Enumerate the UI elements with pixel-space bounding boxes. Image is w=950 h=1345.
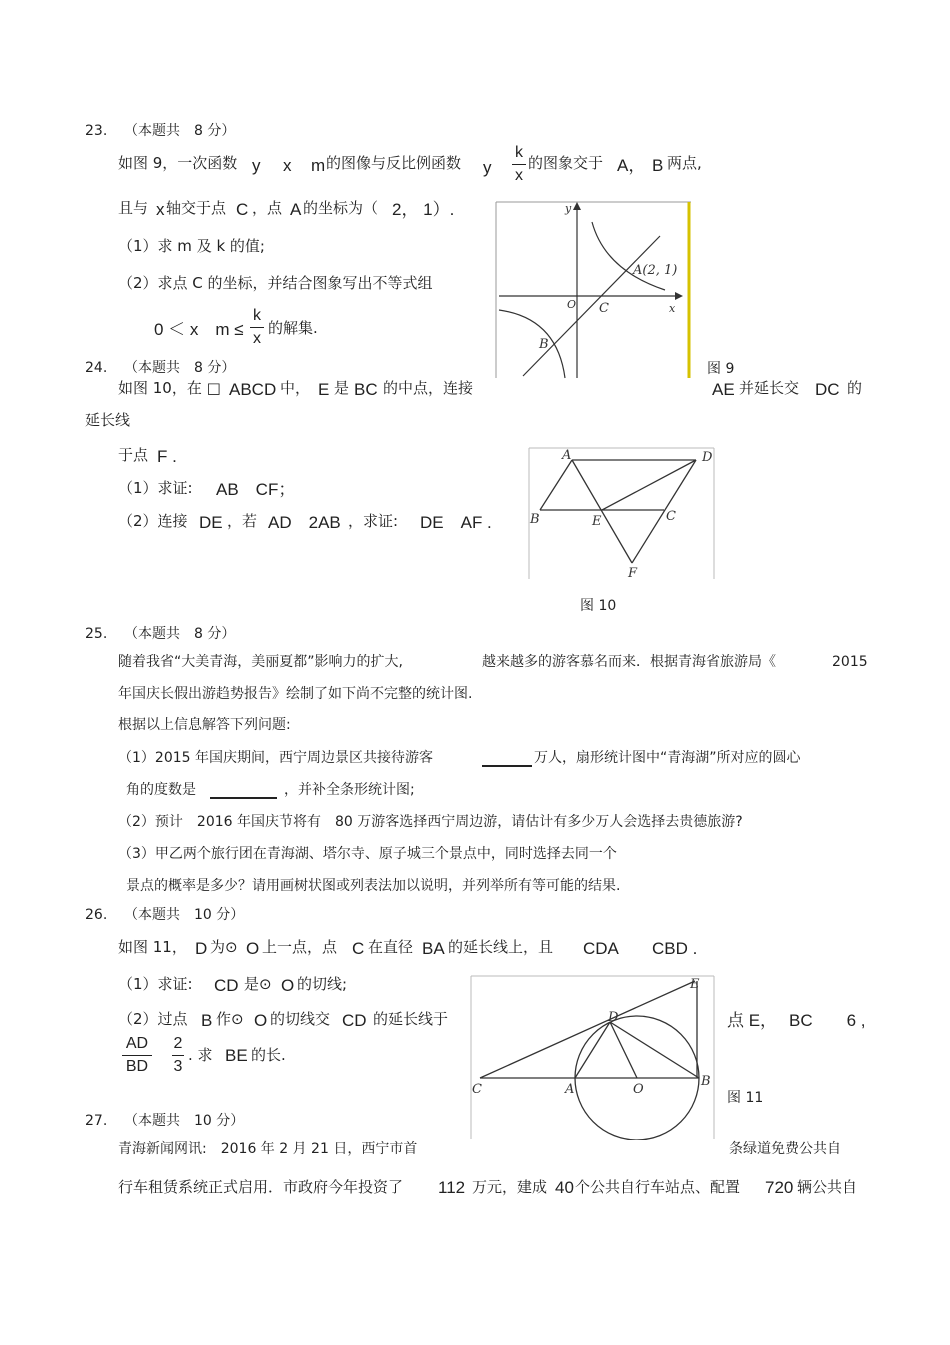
q25-part1: 万人，扇形统计图中“青海湖”所对应的圆心 <box>534 750 801 766</box>
q26-text: 的切线交 <box>270 1010 331 1028</box>
q27-text: 青海新闻网讯: 2016 年 2 月 21 日，西宁市首 <box>118 1141 418 1157</box>
q23-part2: （2）求点 C 的坐标，并结合图象写出不等式组 <box>118 274 433 292</box>
q25-part1: 角的度数是 <box>126 782 196 798</box>
q26-text: 作⊙ <box>216 1010 244 1028</box>
figure-10 <box>528 447 718 580</box>
q24-var: BC <box>354 380 378 399</box>
fig10-label-b: B <box>530 512 540 527</box>
q24-text: 中， <box>280 379 311 397</box>
fig11-label-o: O <box>633 1082 644 1097</box>
frac-num: 2 <box>173 1035 183 1052</box>
q26-text: 是⊙ <box>244 975 272 993</box>
q26-text: 的长. <box>251 1046 286 1064</box>
q26-var: D <box>195 939 208 958</box>
q25-part3: （3）甲乙两个旅行团在青海湖、塔尔寺、原子城三个景点中，同时选择去同一个 <box>118 846 617 862</box>
frac-num: AD <box>125 1035 149 1052</box>
q27-number: 27. <box>85 1113 108 1129</box>
q25-text: 年国庆长假出游趋势报告》绘制了如下尚不完整的统计图. <box>118 686 473 702</box>
q26-var: BE <box>225 1046 248 1065</box>
q25-text: 随着我省“大美青海，美丽夏都”影响力的扩大, <box>118 654 403 670</box>
q26-part1-label: （1）求证: <box>118 975 193 993</box>
q26-var: CD <box>342 1011 367 1030</box>
q26-number: 26. <box>85 907 108 923</box>
q26-text: 点 E， <box>727 1011 778 1030</box>
q27-text: 条绿道免费公共自 <box>729 1141 841 1157</box>
answer-blank[interactable] <box>482 765 532 768</box>
q25-text: 2015 <box>832 654 868 670</box>
frac-den: BD <box>125 1058 149 1075</box>
q24-expr: AD 2AB <box>268 513 341 532</box>
q24-part1-expr: AB CF； <box>216 480 296 499</box>
fig11-label-d: D <box>608 1010 619 1025</box>
q23-fraction <box>512 145 526 184</box>
fig11-label-b: B <box>701 1074 711 1089</box>
q23-var: m <box>311 156 326 175</box>
fig9-label-o: O <box>567 298 577 311</box>
q26-text: 在直径 <box>368 938 414 956</box>
q24-text: 延长线 <box>85 411 131 429</box>
q23-var: A， <box>617 156 646 175</box>
q26-var: O <box>281 976 295 995</box>
q24-var: DE <box>199 513 223 532</box>
fig10-label-e: E <box>592 514 602 529</box>
figure-11 <box>470 975 715 1140</box>
q24-number: 24. <box>85 360 108 376</box>
fig10-label-a: A <box>562 448 572 463</box>
q26-text: . 求 <box>188 1046 213 1064</box>
q26-text: 的延长线于 <box>373 1010 449 1028</box>
q23-text: ，点 <box>252 199 283 217</box>
q24-text: 于点 <box>118 446 149 464</box>
q23-var: y <box>483 158 492 177</box>
q23-text: 的图象交于 <box>528 154 604 172</box>
fig10-label-d: D <box>702 450 713 465</box>
fig10-label-c: C <box>666 509 676 524</box>
q24-expr: DE AF . <box>420 513 492 532</box>
fig9-label-a: A(2, 1) <box>633 263 678 278</box>
q26-expr: BC 6 , <box>789 1011 866 1030</box>
frac-den: x <box>515 167 523 184</box>
q26-fraction-ad-bd <box>122 1036 152 1075</box>
fig9-label-b: B <box>539 337 549 352</box>
q24-score: （本题共 8 分） <box>124 360 236 376</box>
q26-var: BA <box>422 939 445 958</box>
q26-score: （本题共 10 分） <box>124 907 245 923</box>
q24-text: 如图 10，在 □ <box>118 379 221 397</box>
q26-var: CD <box>214 976 239 995</box>
q23-text: 两点, <box>667 154 702 172</box>
fig10-label-f: F <box>628 566 638 580</box>
q24-text: ，求证: <box>348 512 399 530</box>
q25-part1: ，并补全条形统计图; <box>284 782 415 798</box>
q27-text: 辆公共自 <box>797 1178 858 1196</box>
fig9-label-x: x <box>669 302 676 315</box>
q24-text: 的中点，连接 <box>383 379 474 397</box>
q25-part2: （2）预计 2016 年国庆节将有 80 万游客选择西宁周边游，请估计有多少万人会选择去贵德旅游? <box>118 814 743 830</box>
q23-score: （本题共 8 分） <box>124 123 236 139</box>
fig11-label-a: A <box>565 1082 575 1097</box>
q26-text: 如图 11， <box>118 938 187 956</box>
q27-text: 个公共自行车站点、配置 <box>575 1178 741 1196</box>
frac-num: k <box>515 144 523 161</box>
q25-text: 根据以上信息解答下列问题: <box>118 717 291 733</box>
q26-text: 上一点，点 <box>262 938 338 956</box>
q25-part3: 景点的概率是多少？请用画树状图或列表法加以说明，并列举所有等可能的结果. <box>126 878 621 894</box>
q24-text: 是 <box>334 379 350 397</box>
q23-text: 的图像与反比例函数 <box>326 154 462 172</box>
q23-text: 的坐标为（ <box>303 199 379 217</box>
q26-text: 的延长线上，且 <box>448 938 554 956</box>
q23-text: 且与 <box>118 199 149 217</box>
q23-text: 如图 9，一次函数 <box>118 154 238 172</box>
frac-num: k <box>253 307 261 324</box>
q23-text: 的解集. <box>268 319 318 337</box>
q24-text: 并延长交 <box>739 379 800 397</box>
q23-var: C <box>236 200 249 219</box>
q24-text: 的 <box>847 379 863 397</box>
frac-den: x <box>253 330 261 347</box>
q27-text: 万元，建成 <box>472 1178 548 1196</box>
frac-den: 3 <box>173 1058 183 1075</box>
q26-var: O <box>254 1011 268 1030</box>
figure-11-caption: 图 11 <box>727 1090 764 1106</box>
q25-number: 25. <box>85 626 108 642</box>
q23-var: 2， 1）. <box>392 200 455 219</box>
q26-var: B <box>201 1011 213 1030</box>
fig9-label-y: y <box>565 202 572 215</box>
q24-part1-label: （1）求证: <box>118 479 193 497</box>
fig11-label-c: C <box>472 1082 482 1097</box>
figure-9-caption: 图 9 <box>707 361 735 377</box>
q24-var: ABCD <box>229 380 277 399</box>
q25-text: 越来越多的游客慕名而来．根据青海省旅游局《 <box>482 654 776 670</box>
q23-number: 23. <box>85 123 108 139</box>
q24-var: DC <box>815 380 840 399</box>
q26-var: O <box>246 939 260 958</box>
q26-text: 的切线; <box>297 975 348 993</box>
q23-var: B <box>652 156 664 175</box>
q23-ineq-fraction <box>250 308 264 347</box>
q26-part2-label: （2）过点 <box>118 1010 188 1028</box>
q27-number-value: 112 <box>438 1178 466 1197</box>
q23-var: y <box>252 156 261 175</box>
q27-number-value: 720 <box>765 1178 794 1197</box>
fig9-label-c: C <box>599 301 609 316</box>
q26-fraction-2-3 <box>172 1036 184 1075</box>
q24-part2-label: （2）连接 <box>118 512 188 530</box>
q25-score: （本题共 8 分） <box>124 626 236 642</box>
q26-expr: CDA CBD . <box>583 939 698 958</box>
q24-var: E <box>318 380 330 399</box>
q24-var: F . <box>157 447 177 466</box>
q23-var: A <box>290 200 302 219</box>
q26-text: 为⊙ <box>210 938 238 956</box>
q23-var: x <box>156 200 165 219</box>
q23-part1: （1）求 m 及 k 的值; <box>118 237 265 255</box>
fig11-label-e: E <box>690 977 700 992</box>
q23-ineq: 0 ＜ x m ≤ <box>154 320 244 339</box>
q23-text: 轴交于点 <box>166 199 227 217</box>
q27-number-value: 40 <box>555 1178 574 1197</box>
figure-9 <box>495 200 695 380</box>
figure-10-caption: 图 10 <box>580 598 617 614</box>
q24-text: ，若 <box>227 512 258 530</box>
q26-var: C <box>352 939 365 958</box>
q27-text: 行车租赁系统正式启用．市政府今年投资了 <box>118 1178 404 1196</box>
q27-score: （本题共 10 分） <box>124 1113 245 1129</box>
q25-part1: （1）2015 年国庆期间，西宁周边景区共接待游客 <box>118 750 433 766</box>
answer-blank[interactable] <box>210 797 277 800</box>
q23-var: x <box>283 156 292 175</box>
q24-var: AE <box>712 380 735 399</box>
